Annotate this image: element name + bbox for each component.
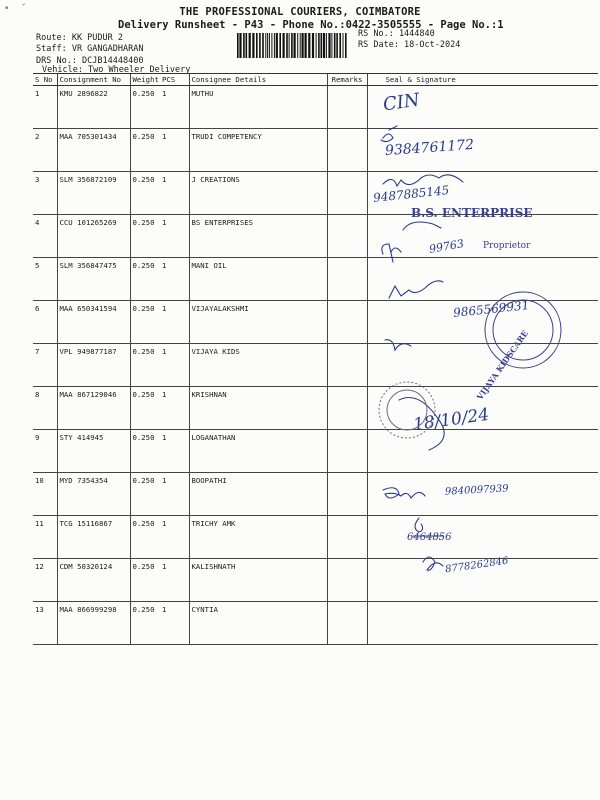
barcode-bar	[269, 33, 270, 58]
cell-weight: 0.250	[130, 129, 160, 172]
barcode-bar	[259, 33, 261, 58]
cell-sno: 6	[33, 301, 57, 344]
barcode-bar	[239, 33, 241, 58]
cell-pcs: 1	[160, 301, 189, 344]
cell-remarks	[327, 602, 367, 645]
barcode-bar	[323, 33, 325, 58]
barcode-bar	[271, 33, 272, 58]
cell-sno: 2	[33, 129, 57, 172]
cell-remarks	[327, 301, 367, 344]
cell-weight: 0.250	[130, 602, 160, 645]
cell-pcs: 1	[160, 344, 189, 387]
scan-mark: • ˇ	[4, 4, 30, 14]
barcode-bar	[328, 33, 330, 58]
cell-signature	[367, 344, 598, 387]
barcode-bar	[246, 33, 248, 58]
cell-consignment: MYD 7354354	[57, 473, 130, 516]
barcode-bar	[237, 33, 239, 58]
drs-number: DRS No.: DCJB14448400	[36, 56, 144, 66]
cell-pcs: 1	[160, 602, 189, 645]
cell-weight: 0.250	[130, 215, 160, 258]
barcode-bar	[274, 33, 275, 58]
bs-proprietor-stamp: Proprietor	[483, 241, 531, 251]
barcode-bar	[302, 33, 304, 58]
barcode-bar	[321, 33, 323, 58]
table-row	[33, 602, 598, 645]
cell-weight: 0.250	[130, 344, 160, 387]
table-header-row	[33, 74, 598, 86]
cell-consignee: TRICHY AMK	[189, 516, 327, 559]
barcode-bar	[252, 33, 254, 58]
barcode-bar	[256, 33, 258, 58]
signature-row-12: 6464856	[407, 532, 452, 543]
cell-consignment: MAA 650341594	[57, 301, 130, 344]
cell-sno: 11	[33, 516, 57, 559]
barcode-bar	[279, 33, 281, 58]
cell-consignment: MAA 705301434	[57, 129, 130, 172]
barcode-bar	[249, 33, 251, 58]
cell-signature	[367, 129, 598, 172]
table-row	[33, 430, 598, 473]
cell-weight: 0.250	[130, 301, 160, 344]
barcode-bar	[339, 33, 341, 58]
barcode-bar	[267, 33, 268, 58]
col-weight: Weight	[130, 74, 160, 86]
barcode-bar	[262, 33, 264, 58]
cell-weight: 0.250	[130, 387, 160, 430]
signature-row-6: 9865569931	[452, 298, 530, 320]
barcode-bar	[286, 33, 288, 58]
cell-consignee: TRUDI COMPETENCY	[189, 129, 327, 172]
table-row	[33, 129, 598, 172]
cell-pcs: 1	[160, 215, 189, 258]
signature-row-2: 9384761172	[384, 136, 475, 160]
cell-consignee: BOOPATHI	[189, 473, 327, 516]
runsheet-title: Delivery Runsheet - P43 - Phone No.:0422-3505555 - Page No.:1	[118, 19, 504, 31]
col-consignment: Consignment No	[57, 74, 130, 86]
cell-signature	[367, 430, 598, 473]
cell-remarks	[327, 215, 367, 258]
cell-consignee: VIJAYA KIDS	[189, 344, 327, 387]
table-row	[33, 344, 598, 387]
cell-consignment: SLM 356847475	[57, 258, 130, 301]
signature-row-1: CIN	[381, 89, 421, 116]
cell-consignment: CDM 50320124	[57, 559, 130, 602]
barcode-bar	[316, 33, 317, 58]
cell-consignment: KMU 2896822	[57, 86, 130, 129]
cell-weight: 0.250	[130, 473, 160, 516]
cell-consignment: CCU 101265269	[57, 215, 130, 258]
cell-weight: 0.250	[130, 258, 160, 301]
route-label: Route: KK PUDUR 2	[36, 33, 123, 43]
cell-signature	[367, 559, 598, 602]
cell-sno: 5	[33, 258, 57, 301]
cell-sno: 9	[33, 430, 57, 473]
cell-signature	[367, 301, 598, 344]
cell-remarks	[327, 473, 367, 516]
col-remarks: Remarks	[327, 74, 367, 86]
cell-weight: 0.250	[130, 172, 160, 215]
rs-date: RS Date: 18-Oct-2024	[358, 40, 461, 50]
cell-pcs: 1	[160, 430, 189, 473]
cell-remarks	[327, 387, 367, 430]
company-name: THE PROFESSIONAL COURIERS, COIMBATORE	[179, 6, 421, 18]
cell-consignment: VPL 949877187	[57, 344, 130, 387]
cell-pcs: 1	[160, 387, 189, 430]
cell-weight: 0.250	[130, 86, 160, 129]
table-row	[33, 473, 598, 516]
col-consignee: Consignee Details	[189, 74, 327, 86]
signature-row-11: 9840097939	[444, 483, 509, 498]
cell-sno: 13	[33, 602, 57, 645]
delivery-table	[33, 73, 598, 645]
cell-consignee: KALISHNATH	[189, 559, 327, 602]
barcode-bar	[294, 33, 296, 58]
cell-signature	[367, 387, 598, 430]
table-row	[33, 172, 598, 215]
cell-consignment: MAA 867129046	[57, 387, 130, 430]
cell-signature	[367, 86, 598, 129]
cell-weight: 0.250	[130, 516, 160, 559]
cell-weight: 0.250	[130, 430, 160, 473]
cell-weight: 0.250	[130, 559, 160, 602]
barcode-bar	[265, 33, 266, 58]
cell-remarks	[327, 258, 367, 301]
rs-number: RS No.: 1444840	[358, 29, 435, 39]
cell-remarks	[327, 516, 367, 559]
cell-consignee: VIJAYALAKSHMI	[189, 301, 327, 344]
col-pcs: PCS	[160, 74, 189, 86]
barcode	[237, 33, 349, 58]
cell-signature	[367, 215, 598, 258]
cell-pcs: 1	[160, 129, 189, 172]
signature-row-13: 8778262846	[444, 555, 510, 576]
table-row	[33, 387, 598, 430]
table-row	[33, 301, 598, 344]
cell-sno: 4	[33, 215, 57, 258]
cell-sno: 12	[33, 559, 57, 602]
cell-consignee: J CREATIONS	[189, 172, 327, 215]
cell-signature	[367, 516, 598, 559]
cell-signature	[367, 473, 598, 516]
table-row	[33, 516, 598, 559]
barcode-bar	[305, 33, 307, 58]
cell-remarks	[327, 344, 367, 387]
cell-signature	[367, 172, 598, 215]
barcode-bar	[318, 33, 320, 58]
col-sno: S No	[33, 74, 57, 86]
barcode-bar	[336, 33, 338, 58]
cell-sno: 1	[33, 86, 57, 129]
cell-sno: 7	[33, 344, 57, 387]
cell-remarks	[327, 430, 367, 473]
cell-signature	[367, 258, 598, 301]
barcode-bar	[312, 33, 314, 58]
table-row	[33, 86, 598, 129]
cell-remarks	[327, 86, 367, 129]
cell-consignee: MUTHU	[189, 86, 327, 129]
barcode-bar	[326, 33, 327, 58]
cell-consignee: CYNTIA	[189, 602, 327, 645]
cell-remarks	[327, 172, 367, 215]
cell-pcs: 1	[160, 473, 189, 516]
cell-pcs: 1	[160, 258, 189, 301]
cell-consignee: MANI OIL	[189, 258, 327, 301]
barcode-bar	[276, 33, 278, 58]
barcode-bar	[291, 33, 293, 58]
cell-pcs: 1	[160, 516, 189, 559]
table-row	[33, 258, 598, 301]
cell-signature	[367, 602, 598, 645]
cell-sno: 10	[33, 473, 57, 516]
barcode-bar	[308, 33, 310, 58]
signature-row-3: 9487885145	[372, 183, 450, 205]
barcode-bar	[343, 33, 344, 58]
cell-consignment: STY 414945	[57, 430, 130, 473]
cell-pcs: 1	[160, 559, 189, 602]
cell-sno: 3	[33, 172, 57, 215]
table-row	[33, 559, 598, 602]
vijaya-kids-stamp: VIJAYA KIDSCARE	[474, 328, 530, 402]
cell-consignment: TCG 15116867	[57, 516, 130, 559]
staff-label: Staff: VR GANGADHARAN	[36, 44, 144, 54]
cell-remarks	[327, 129, 367, 172]
table-row	[33, 215, 598, 258]
cell-consignee: LOGANATHAN	[189, 430, 327, 473]
barcode-bar	[283, 33, 285, 58]
cell-consignee: KRISHNAN	[189, 387, 327, 430]
cell-pcs: 1	[160, 86, 189, 129]
cell-consignment: SLM 356872109	[57, 172, 130, 215]
cell-consignment: MAA 866999298	[57, 602, 130, 645]
barcode-bar	[334, 33, 336, 58]
cell-remarks	[327, 559, 367, 602]
barcode-bar	[289, 33, 290, 58]
cell-pcs: 1	[160, 172, 189, 215]
barcode-bar	[331, 33, 332, 58]
cell-consignee: BS ENTERPRISES	[189, 215, 327, 258]
barcode-bar	[345, 33, 347, 58]
signature-row-9: 18/10/24	[411, 404, 491, 436]
barcode-bar	[243, 33, 245, 58]
col-seal-signature: Seal & Signature	[367, 74, 598, 86]
barcode-bar	[297, 33, 298, 58]
barcode-bar	[300, 33, 301, 58]
vehicle-label: Vehicle: Two Wheeler Delivery	[42, 65, 191, 75]
bs-enterprise-stamp: B.S. ENTERPRISE	[411, 206, 533, 220]
signature-row-5: 99763	[428, 237, 465, 256]
cell-sno: 8	[33, 387, 57, 430]
